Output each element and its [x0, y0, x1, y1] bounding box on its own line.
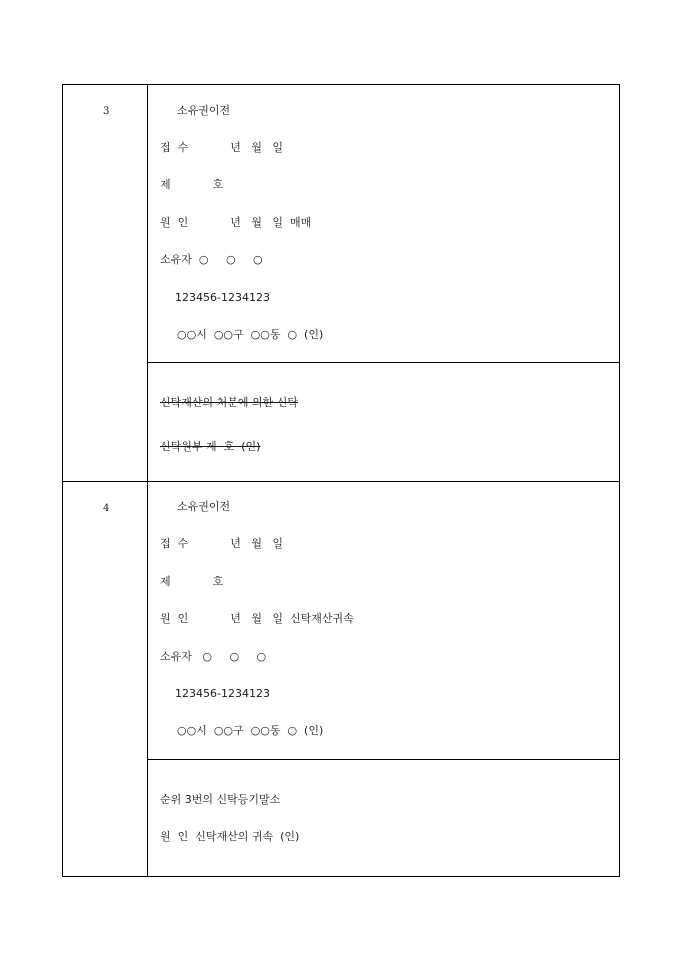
rank-number: 4 — [103, 503, 110, 514]
register-table — [62, 84, 620, 877]
row-divider-entry-3-note — [147, 362, 619, 363]
receipt-date-line: 접 수 년 월 일 — [160, 537, 284, 550]
owner-id-number: 123456-1234123 — [175, 291, 270, 304]
owner-address: ○○시 ○○구 ○○동 ○ (인) — [177, 724, 324, 737]
owner-address: ○○시 ○○구 ○○동 ○ (인) — [177, 328, 324, 341]
trust-cancel-cause-line: 원 인 신탁재산의 귀속 (인) — [160, 830, 300, 843]
receipt-number-line: 제 호 — [160, 178, 224, 191]
entry-purpose: 소유권이전 — [177, 500, 231, 513]
cause-line: 원 인 년 월 일 신탁재산귀속 — [160, 612, 354, 625]
receipt-date-line: 접 수 년 월 일 — [160, 141, 284, 154]
owner-line: 소유자 ○ ○ ○ — [160, 253, 263, 266]
row-divider-entry-4 — [63, 481, 619, 482]
owner-id-number: 123456-1234123 — [175, 687, 270, 700]
trust-register-line: 신탁원부 제 호 (인) — [160, 440, 261, 453]
trust-note-line: 신탁재산의 처분에 의한 신탁 — [160, 396, 299, 409]
trust-cancel-line: 순위 3번의 신탁등기말소 — [160, 793, 281, 806]
rank-number: 3 — [103, 106, 110, 117]
row-divider-entry-4-note — [147, 759, 619, 760]
owner-line: 소유자 ○ ○ ○ — [160, 650, 267, 663]
entry-purpose: 소유권이전 — [177, 104, 231, 117]
cause-line: 원 인 년 월 일 매매 — [160, 216, 312, 229]
receipt-number-line: 제 호 — [160, 575, 224, 588]
